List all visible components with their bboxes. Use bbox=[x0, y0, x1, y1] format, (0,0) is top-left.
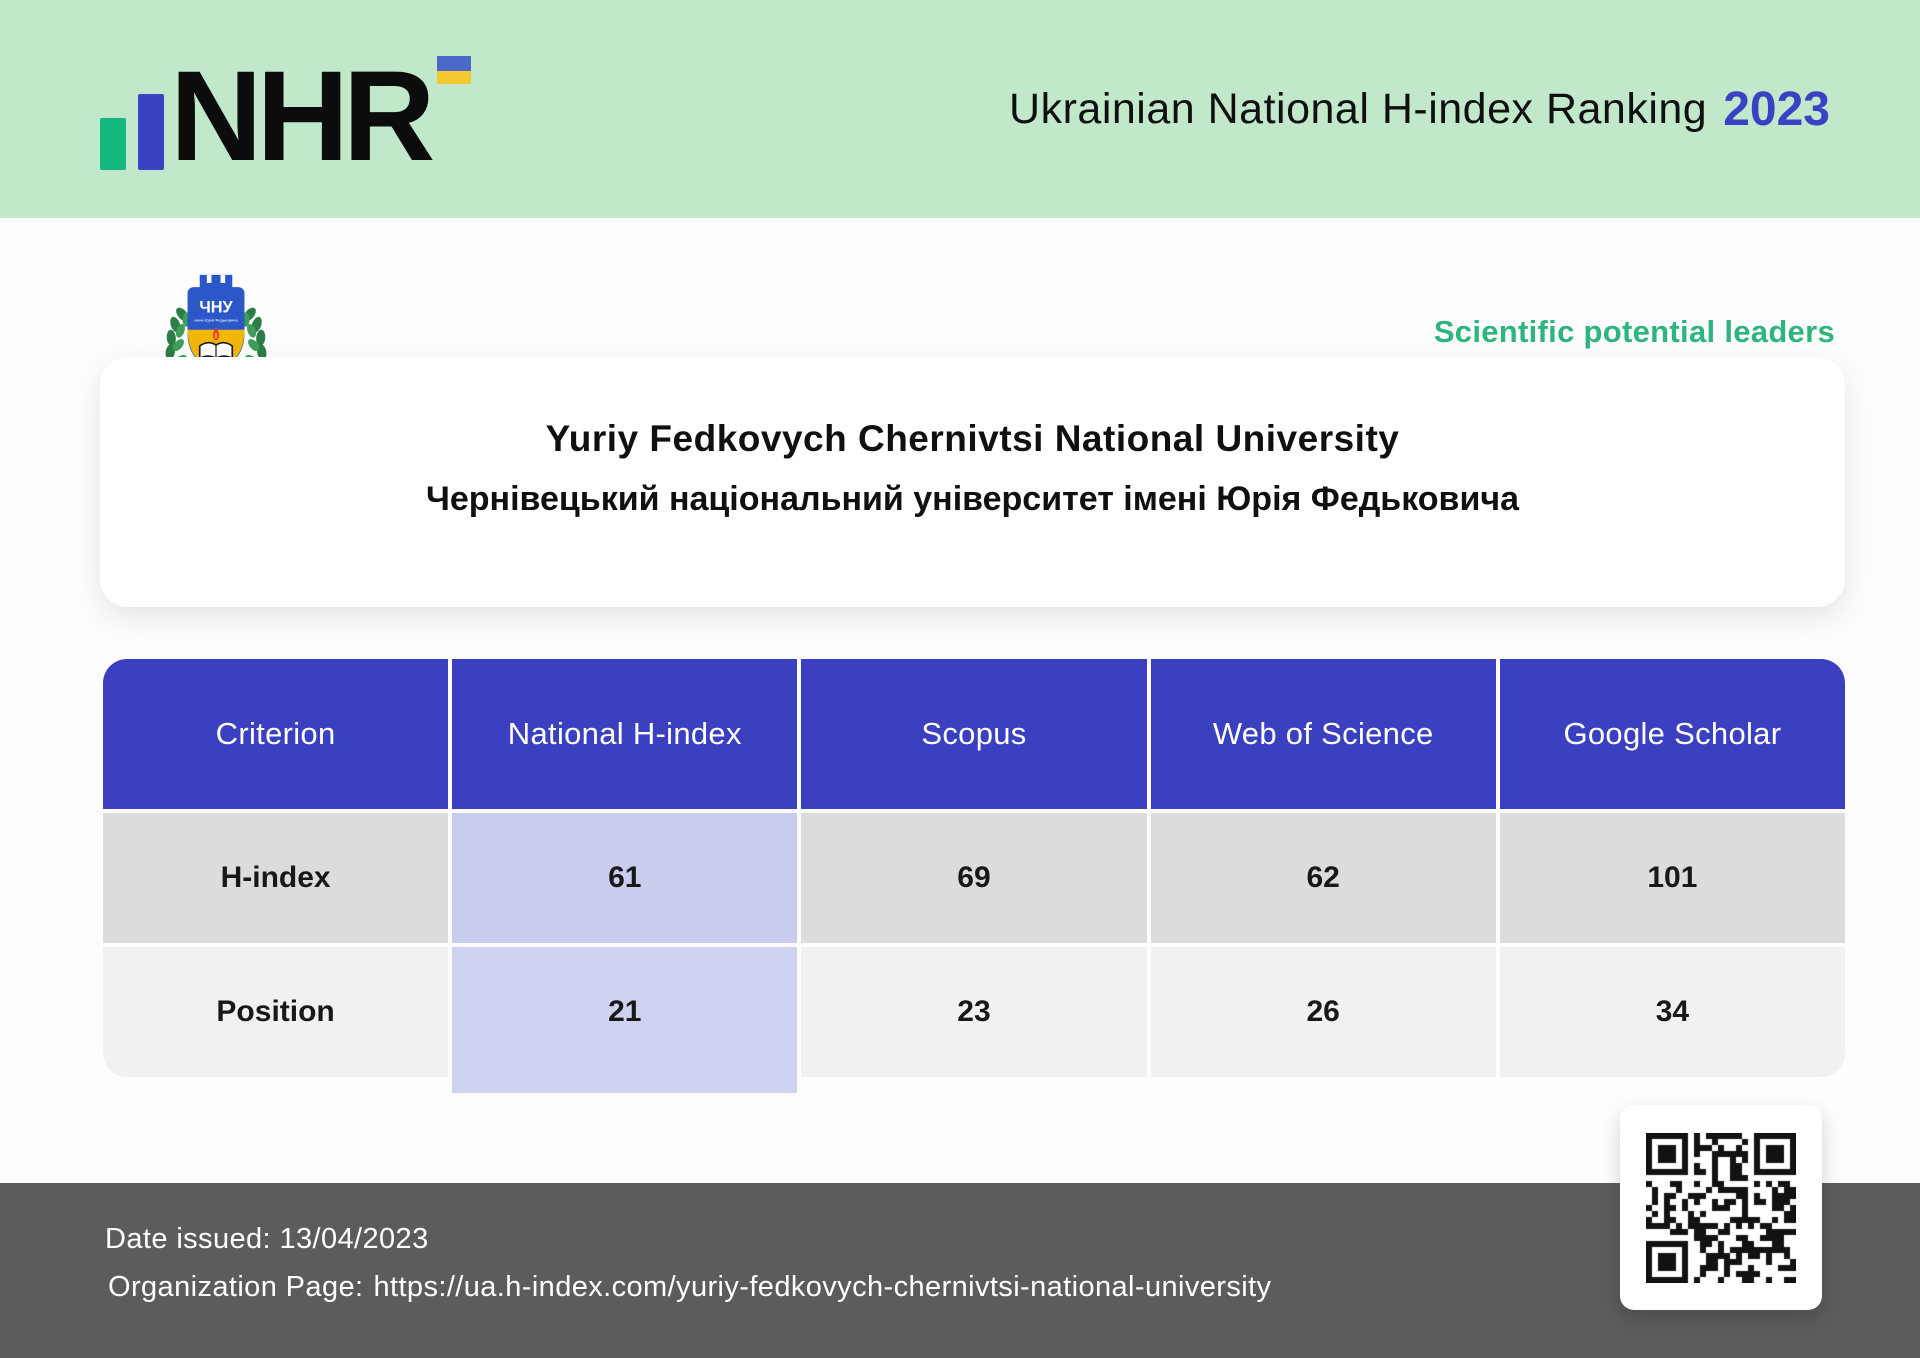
university-name-uk: Чернівецький національний університет імені Юрія Федьковича bbox=[425, 479, 1519, 518]
row-label-h-index: H-index bbox=[103, 813, 448, 943]
column-header-google-scholar: Google Scholar bbox=[1500, 659, 1845, 809]
position-scopus: 23 bbox=[801, 947, 1146, 1077]
page-title bbox=[1009, 0, 1830, 218]
nhr-logo bbox=[100, 45, 471, 189]
organization-page-line bbox=[108, 1271, 1271, 1304]
column-header-national-h-index: National H-index bbox=[452, 659, 797, 809]
row-label-position: Position bbox=[103, 947, 448, 1077]
leaders-label: Scientific potential leaders bbox=[1433, 314, 1835, 349]
logo-text: NHR bbox=[170, 45, 430, 189]
position-web-of-science: 26 bbox=[1151, 947, 1496, 1077]
h-index-google-scholar: 101 bbox=[1500, 813, 1845, 943]
column-header-scopus: Scopus bbox=[801, 659, 1146, 809]
header-band bbox=[0, 0, 1920, 218]
logo-bar-blue-icon bbox=[138, 94, 164, 170]
h-index-national: 61 bbox=[452, 813, 797, 943]
ukraine-flag-icon bbox=[437, 56, 471, 84]
column-header-web-of-science: Web of Science bbox=[1151, 659, 1496, 809]
qr-code bbox=[1646, 1133, 1796, 1283]
date-issued: Date issued: 13/04/2023 bbox=[105, 1223, 429, 1255]
qr-card bbox=[1620, 1105, 1822, 1310]
logo-bar-green-icon bbox=[100, 118, 126, 170]
page-title-text: Ukrainian National H-index Ranking bbox=[1009, 84, 1708, 133]
organization-page-label: Organization Page: bbox=[108, 1271, 364, 1303]
h-index-scopus: 69 bbox=[801, 813, 1146, 943]
svg-text:ЧНУ: ЧНУ bbox=[199, 298, 233, 317]
h-index-web-of-science: 62 bbox=[1151, 813, 1496, 943]
position-national: 21 bbox=[452, 947, 797, 1077]
university-card bbox=[100, 357, 1845, 607]
metrics-table bbox=[103, 659, 1845, 1077]
page-title-year: 2023 bbox=[1723, 82, 1830, 136]
university-name-en: Yuriy Fedkovych Chernivtsi National University bbox=[545, 417, 1400, 459]
svg-text:імені Юрія Федьковича: імені Юрія Федьковича bbox=[194, 317, 238, 323]
position-google-scholar: 34 bbox=[1500, 947, 1845, 1077]
column-header-criterion: Criterion bbox=[103, 659, 448, 809]
organization-page-url[interactable]: https://ua.h-index.com/yuriy-fedkovych-chernivtsi-national-university bbox=[373, 1271, 1272, 1303]
